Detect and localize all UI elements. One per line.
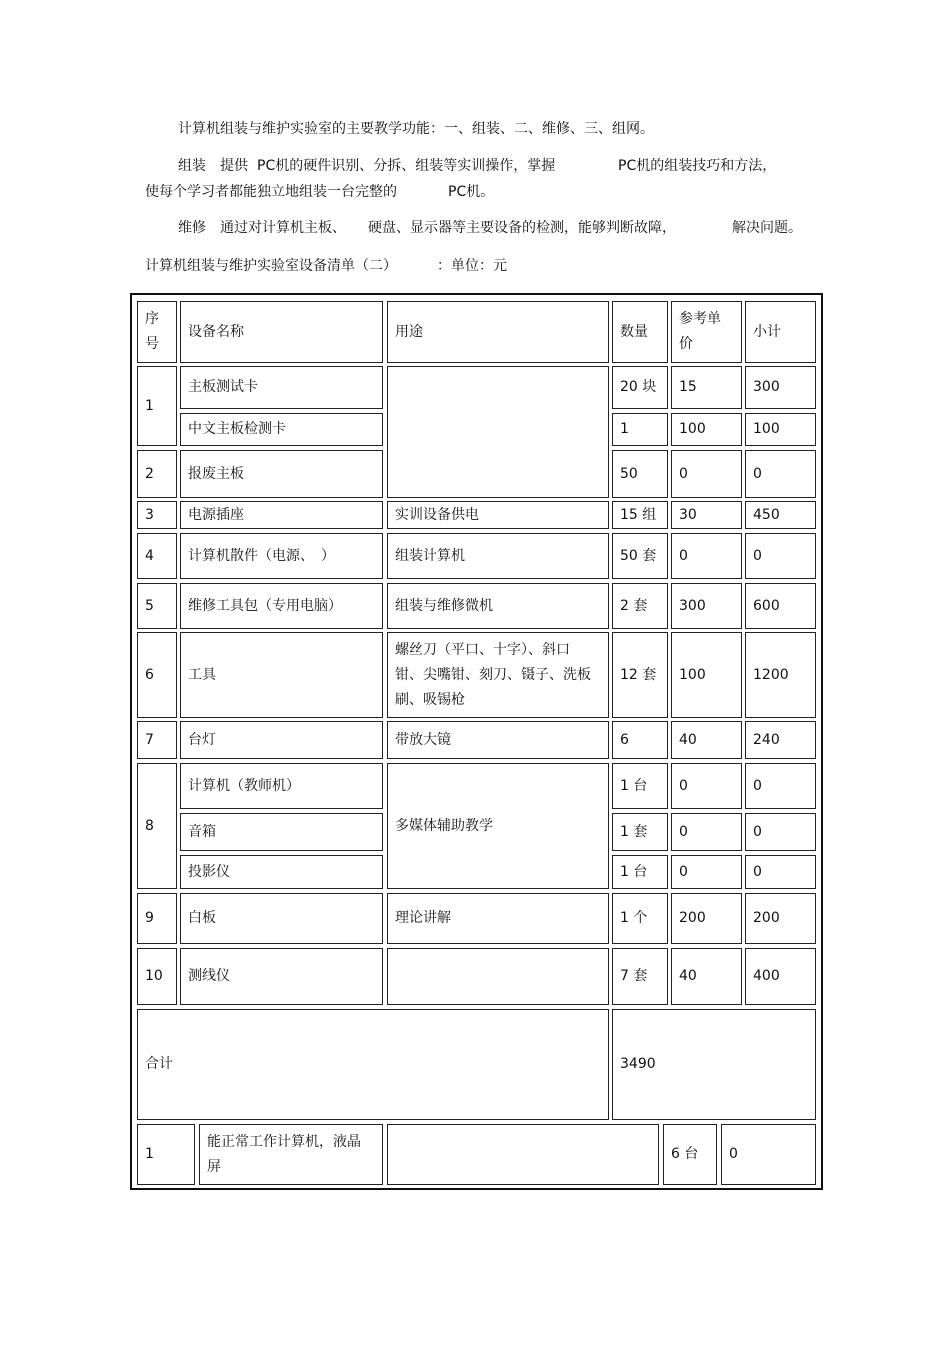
row-6-price: 100 <box>671 632 742 718</box>
row-9-name: 白板 <box>180 893 383 944</box>
total-label: 合计 <box>137 1009 609 1120</box>
assemble-text-3: 使每个学习者都能独立地组装一台完整的 <box>145 184 397 200</box>
row-1b-name: 中文主板检测卡 <box>180 413 383 446</box>
row-8c-name: 投影仪 <box>180 855 383 889</box>
row-4-name: 计算机散件（电源、 ） <box>180 533 383 579</box>
row-5-name: 维修工具包（专用电脑） <box>180 583 383 629</box>
row-8c-subtotal: 0 <box>745 855 816 889</box>
row-5-purpose: 组装与维修微机 <box>387 583 609 629</box>
row-7-purpose: 带放大镜 <box>387 721 609 759</box>
row-3-purpose: 实训设备供电 <box>387 501 609 529</box>
row-1b-price: 100 <box>671 413 742 446</box>
row-8-price: 0 <box>671 763 742 809</box>
extra-row-seq: 1 <box>137 1124 195 1185</box>
repair-text-1: 硬盘、显示器等主要设备的检测，能够判断故障， <box>368 220 676 236</box>
assemble-text-1: PC机的硬件识别、分拆、组装等实训操作，掌握 <box>257 158 556 174</box>
row-7-qty: 6 <box>612 721 668 759</box>
row-10-price: 40 <box>671 948 742 1005</box>
row-6-subtotal: 1200 <box>745 632 816 718</box>
row-10-purpose <box>387 948 609 1005</box>
assemble-heading: 组装 提供 <box>178 158 248 174</box>
row-5-seq: 5 <box>137 583 177 629</box>
header-qty: 数量 <box>612 301 668 363</box>
row-5-price: 300 <box>671 583 742 629</box>
row-8b-price: 0 <box>671 813 742 851</box>
header-name: 设备名称 <box>180 301 383 363</box>
row-6-qty: 12 套 <box>612 632 668 718</box>
row-2-name: 报废主板 <box>180 450 383 498</box>
extra-row-price: 0 <box>721 1124 816 1185</box>
row-1-subtotal: 300 <box>745 366 816 409</box>
row-3-seq: 3 <box>137 501 177 529</box>
row-8-purpose: 多媒体辅助教学 <box>387 763 609 889</box>
row-8c-price: 0 <box>671 855 742 889</box>
row-1-2-purpose <box>387 366 609 498</box>
header-price: 参考单价 <box>671 301 742 363</box>
row-1-name: 主板测试卡 <box>180 366 383 409</box>
row-2-qty: 50 <box>612 450 668 498</box>
row-5-qty: 2 套 <box>612 583 668 629</box>
repair-heading: 维修 通过对计算机主板、 <box>178 220 346 236</box>
total-value: 3490 <box>612 1009 816 1120</box>
row-8b-name: 音箱 <box>180 813 383 851</box>
row-6-purpose: 螺丝刀（平口、十字）、斜口钳、尖嘴钳、刻刀、镊子、洗板刷、吸锡枪 <box>387 632 609 718</box>
repair-text-2: 解决问题。 <box>732 220 802 236</box>
row-9-subtotal: 200 <box>745 893 816 944</box>
extra-row-purpose <box>387 1124 659 1185</box>
row-5-subtotal: 600 <box>745 583 816 629</box>
intro-paragraph: 计算机组装与维护实验室的主要教学功能：一、组装、二、维修、三、组网。 <box>178 121 654 137</box>
row-2-price: 0 <box>671 450 742 498</box>
extra-row-qty: 6 台 <box>663 1124 717 1185</box>
row-8c-qty: 1 台 <box>612 855 668 889</box>
row-10-qty: 7 套 <box>612 948 668 1005</box>
row-10-seq: 10 <box>137 948 177 1005</box>
header-purpose: 用途 <box>387 301 609 363</box>
assemble-text-4: PC机。 <box>448 184 495 200</box>
row-4-seq: 4 <box>137 533 177 579</box>
row-1-qty: 20 块 <box>612 366 668 409</box>
row-4-subtotal: 0 <box>745 533 816 579</box>
row-8b-qty: 1 套 <box>612 813 668 851</box>
assemble-text-2: PC机的组装技巧和方法， <box>618 158 777 174</box>
row-2-seq: 2 <box>137 450 177 498</box>
row-9-seq: 9 <box>137 893 177 944</box>
row-8b-subtotal: 0 <box>745 813 816 851</box>
row-6-name: 工具 <box>180 632 383 718</box>
header-subtotal: 小计 <box>745 301 816 363</box>
row-8-qty: 1 台 <box>612 763 668 809</box>
row-7-name: 台灯 <box>180 721 383 759</box>
row-9-purpose: 理论讲解 <box>387 893 609 944</box>
row-3-qty: 15 组 <box>612 501 668 529</box>
row-4-qty: 50 套 <box>612 533 668 579</box>
row-1-seq: 1 <box>137 366 177 446</box>
row-7-price: 40 <box>671 721 742 759</box>
row-7-subtotal: 240 <box>745 721 816 759</box>
row-3-name: 电源插座 <box>180 501 383 529</box>
row-8-name: 计算机（教师机） <box>180 763 383 809</box>
unit-label: ：单位：元 <box>437 258 507 274</box>
row-10-name: 测线仪 <box>180 948 383 1005</box>
row-6-seq: 6 <box>137 632 177 718</box>
row-1-price: 15 <box>671 366 742 409</box>
row-9-price: 200 <box>671 893 742 944</box>
row-1b-subtotal: 100 <box>745 413 816 446</box>
row-3-price: 30 <box>671 501 742 529</box>
row-8-seq: 8 <box>137 763 177 889</box>
row-10-subtotal: 400 <box>745 948 816 1005</box>
row-1b-qty: 1 <box>612 413 668 446</box>
list-title: 计算机组装与维护实验室设备清单（二） <box>145 258 397 274</box>
row-9-qty: 1 个 <box>612 893 668 944</box>
header-seq: 序号 <box>137 301 177 363</box>
row-4-price: 0 <box>671 533 742 579</box>
extra-row-name: 能正常工作计算机，液晶屏 <box>199 1124 383 1185</box>
row-7-seq: 7 <box>137 721 177 759</box>
row-4-purpose: 组装计算机 <box>387 533 609 579</box>
row-3-subtotal: 450 <box>745 501 816 529</box>
row-8-subtotal: 0 <box>745 763 816 809</box>
row-2-subtotal: 0 <box>745 450 816 498</box>
